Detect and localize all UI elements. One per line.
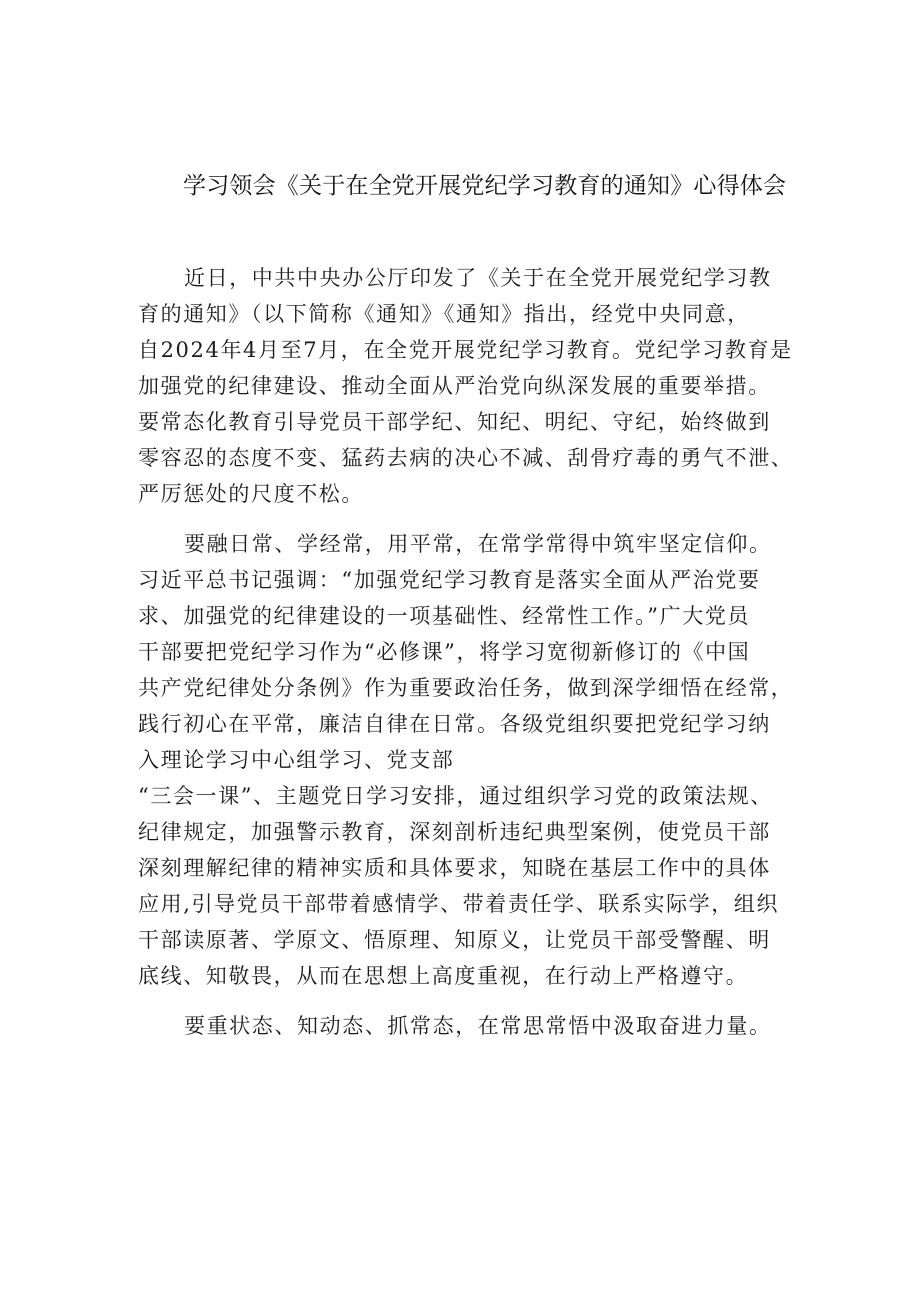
- paragraph-1-line-3: 自2024年4月至7月，在全党开展党纪学习教育。党纪学习教育是: [138, 338, 793, 362]
- paragraph-1-line-4: 加强党的纪律建设、推动全面从严治党向纵深发展的重要举措。: [138, 374, 771, 398]
- document-title: 学习领会《关于在全党开展党纪学习教育的通知》心得体会: [183, 173, 787, 199]
- paragraph-2-line-10: 深刻理解纪律的精神实质和具体要求，知晓在基层工作中的具体: [138, 856, 771, 880]
- paragraph-2-line-3: 求、加强党的纪律建设的一项基础性、经常性工作。”广大党员: [138, 604, 751, 628]
- paragraph-2-line-8: “三会一课”、主题党日学习安排，通过组织学习党的政策法规、: [138, 784, 773, 808]
- paragraph-2-line-13: 底线、知敬畏，从而在思想上高度重视，在行动上严格遵守。: [138, 964, 749, 988]
- paragraph-2-line-4: 干部要把党纪学习作为“必修课”，将学习宽彻新修订的《中国: [138, 640, 751, 664]
- paragraph-1-line-5: 要常态化教育引导党员干部学纪、知纪、明纪、守纪，始终做到: [138, 410, 771, 434]
- paragraph-2-line-5: 共产党纪律处分条例》作为重要政治任务，做到深学细悟在经常，: [138, 676, 794, 700]
- paragraph-2-line-9: 纪律规定，加强警示教育，深刻剖析违纪典型案例，使党员干部: [138, 820, 771, 844]
- paragraph-1-line-6: 零容忍的态度不变、猛药去病的决心不减、刮骨疗毒的勇气不泄、: [138, 446, 794, 470]
- paragraph-2-line-6: 践行初心在平常，廉洁自律在日常。各级党组织要把党纪学习纳: [138, 712, 771, 736]
- paragraph-1-line-1: 近日，中共中央办公厅印发了《关于在全党开展党纪学习教: [184, 266, 772, 290]
- paragraph-1-line-7: 严厉惩处的尺度不松。: [138, 482, 364, 506]
- paragraph-2-line-2: 习近平总书记强调：“加强党纪学习教育是落实全面从严治党要: [138, 568, 761, 592]
- paragraph-2-line-1: 要融日常、学经常，用平常，在常学常得中筑牢坚定信仰。: [184, 532, 772, 556]
- paragraph-1-line-2: 育的通知》（以下简称《通知》《通知》指出，经党中央同意，: [138, 302, 750, 326]
- paragraph-2-line-12: 干部读原著、学原文、悟原理、知原义，让党员干部受警醒、明: [138, 928, 771, 952]
- paragraph-2-line-11: 应用,引导党员干部带着感情学、带着责任学、联系实际学，组织: [138, 892, 780, 916]
- paragraph-3-line-1: 要重状态、知动态、抓常态，在常思常悟中汲取奋进力量。: [184, 1014, 772, 1038]
- paragraph-2-line-7: 入理论学习中心组学习、党支部: [138, 748, 455, 772]
